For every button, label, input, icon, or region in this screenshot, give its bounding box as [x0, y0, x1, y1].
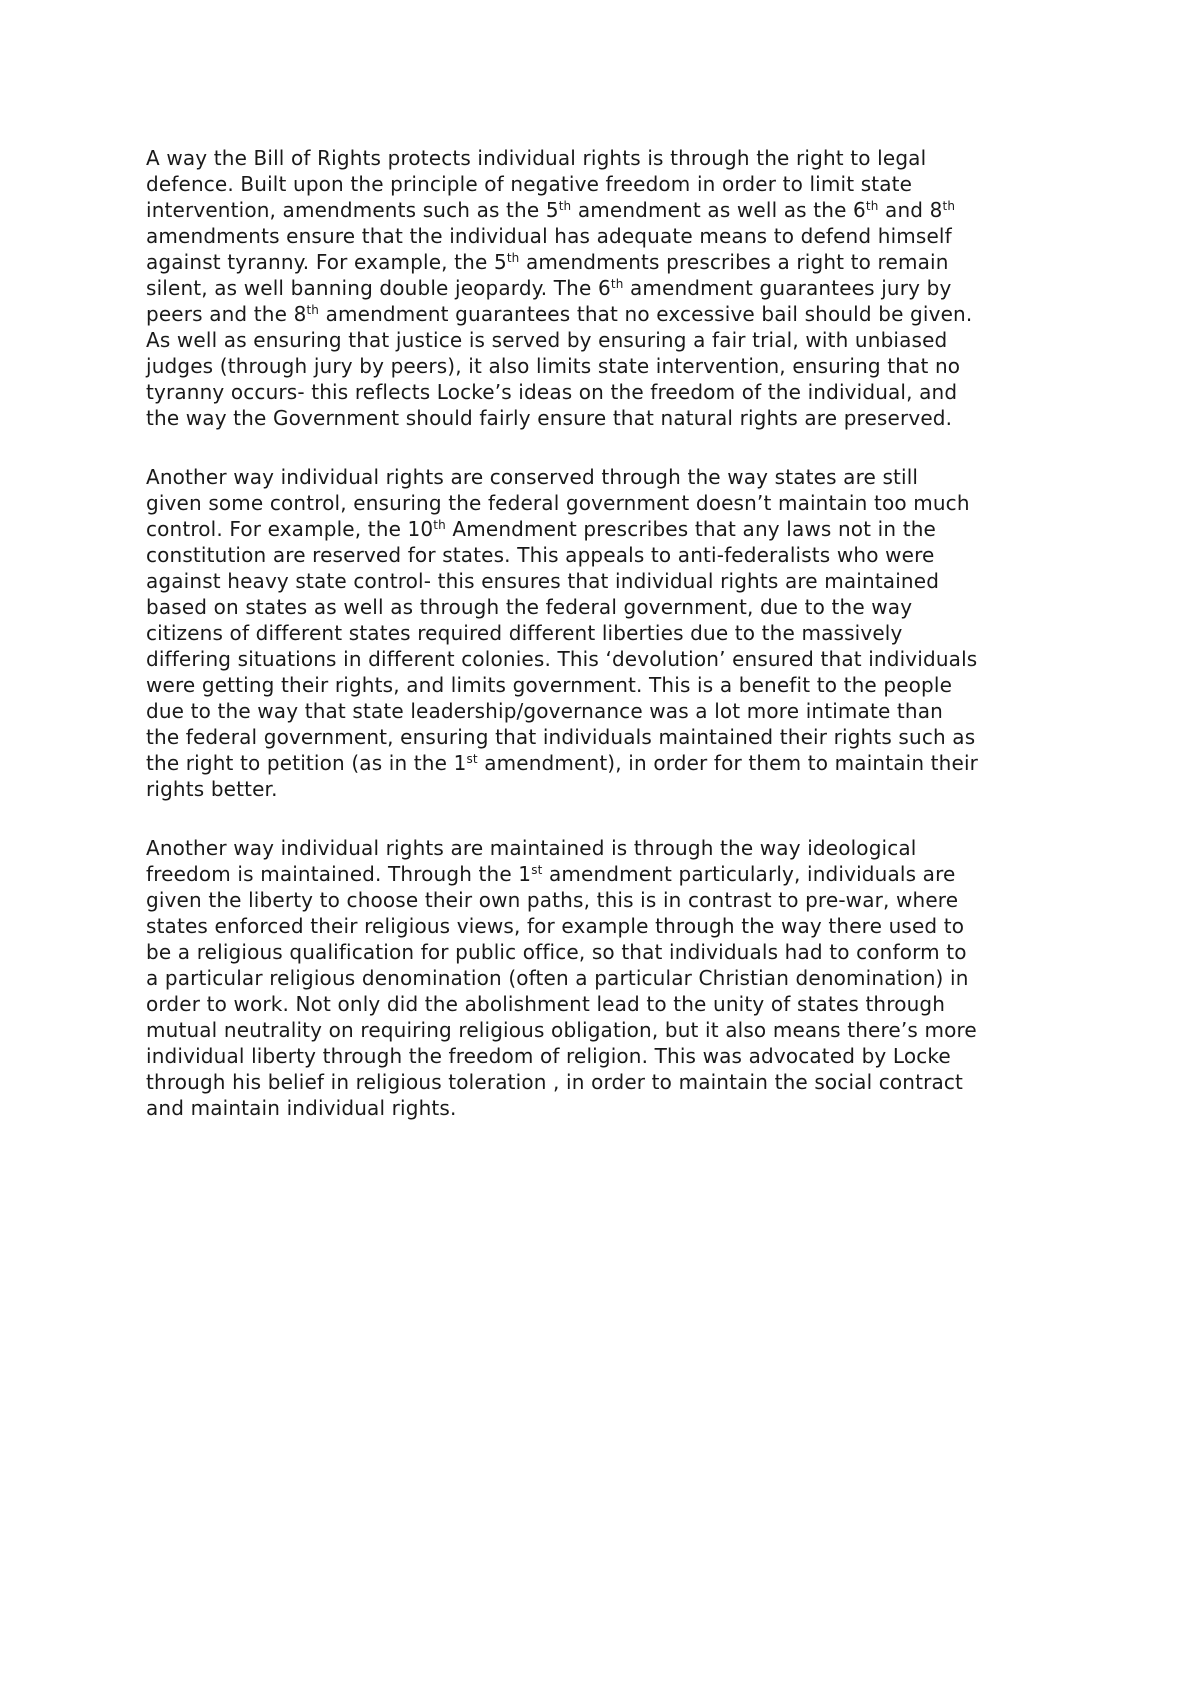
text-line: [146, 379, 1076, 405]
text-line: [146, 1095, 1076, 1121]
text-line: [146, 750, 1076, 776]
text-run: and maintain individual rights.: [146, 1096, 457, 1120]
text-line: [146, 353, 1076, 379]
text-line: [146, 698, 1076, 724]
text-line: [146, 1043, 1076, 1069]
text-run: A way the Bill of Rights protects individual rights is through the right to legal: [146, 146, 927, 170]
text-run: states enforced their religious views, for example through the way there used to: [146, 914, 965, 938]
text-line: [146, 197, 1076, 223]
text-run: freedom is maintained. Through the 1: [146, 862, 532, 886]
text-line: [146, 1017, 1076, 1043]
text-line: [146, 1069, 1076, 1095]
text-line: [146, 249, 1076, 275]
text-line: [146, 405, 1076, 431]
text-run: Another way individual rights are conserved through the way states are still: [146, 465, 919, 489]
text-run: control. For example, the 10: [146, 517, 434, 541]
text-line: [146, 464, 1076, 490]
text-run: amendment guarantees jury by: [623, 276, 952, 300]
text-run: amendment particularly, individuals are: [542, 862, 956, 886]
text-run: Amendment prescribes that any laws not in the: [445, 517, 936, 541]
text-run: against heavy state control- this ensures that individual rights are maintained: [146, 569, 940, 593]
ordinal-suffix: th: [610, 277, 624, 291]
text-line: [146, 835, 1076, 861]
ordinal-suffix: th: [506, 251, 520, 265]
text-run: tyranny occurs- this reflects Locke’s ideas on the freedom of the individual, and: [146, 380, 958, 404]
ordinal-suffix: th: [306, 303, 320, 317]
text-run: amendments ensure that the individual has adequate means to defend himself: [146, 224, 952, 248]
text-run: citizens of different states required different liberties due to the massively: [146, 621, 903, 645]
ordinal-suffix: th: [942, 199, 956, 213]
text-run: amendment guarantees that no excessive bail should be given.: [319, 302, 973, 326]
text-line: [146, 171, 1076, 197]
text-run: silent, as well banning double jeopardy. The 6: [146, 276, 611, 300]
ordinal-suffix: th: [865, 199, 879, 213]
text-line: [146, 223, 1076, 249]
ordinal-suffix: st: [466, 752, 478, 766]
text-run: a particular religious denomination (often a particular Christian denomination) in: [146, 966, 969, 990]
text-run: were getting their rights, and limits government. This is a benefit to the people: [146, 673, 953, 697]
text-line: [146, 568, 1076, 594]
text-line: [146, 724, 1076, 750]
text-run: amendment as well as the 6: [571, 198, 866, 222]
text-line: [146, 145, 1076, 171]
text-run: amendments prescribes a right to remain: [519, 250, 949, 274]
text-line: [146, 991, 1076, 1017]
text-line: [146, 939, 1076, 965]
text-run: and 8: [878, 198, 943, 222]
paragraph: [146, 835, 1076, 1121]
text-line: [146, 965, 1076, 991]
text-run: through his belief in religious toleration , in order to maintain the social contract: [146, 1070, 964, 1094]
text-line: [146, 327, 1076, 353]
text-run: peers and the 8: [146, 302, 307, 326]
text-run: against tyranny. For example, the 5: [146, 250, 507, 274]
ordinal-suffix: st: [531, 863, 543, 877]
text-run: given some control, ensuring the federal government doesn’t maintain too much: [146, 491, 970, 515]
text-run: intervention, amendments such as the 5: [146, 198, 559, 222]
text-run: based on states as well as through the federal government, due to the way: [146, 595, 913, 619]
text-run: amendment), in order for them to maintain their: [477, 751, 979, 775]
text-run: the way the Government should fairly ensure that natural rights are preserved.: [146, 406, 953, 430]
document-body: [146, 145, 1076, 1154]
text-run: the right to petition (as in the 1: [146, 751, 467, 775]
text-line: [146, 887, 1076, 913]
text-line: [146, 490, 1076, 516]
text-run: As well as ensuring that justice is served by ensuring a fair trial, with unbiased: [146, 328, 948, 352]
text-run: be a religious qualification for public office, so that individuals had to conform to: [146, 940, 967, 964]
text-line: [146, 594, 1076, 620]
text-run: differing situations in different colonies. This ‘devolution’ ensured that individuals: [146, 647, 978, 671]
text-line: [146, 542, 1076, 568]
paragraph: [146, 145, 1076, 431]
text-line: [146, 646, 1076, 672]
text-run: the federal government, ensuring that individuals maintained their rights such as: [146, 725, 976, 749]
text-run: defence. Built upon the principle of negative freedom in order to limit state: [146, 172, 913, 196]
text-line: [146, 620, 1076, 646]
text-line: [146, 301, 1076, 327]
text-line: [146, 516, 1076, 542]
text-run: given the liberty to choose their own paths, this is in contrast to pre-war, where: [146, 888, 959, 912]
text-run: judges (through jury by peers), it also limits state intervention, ensuring that no: [146, 354, 961, 378]
text-run: Another way individual rights are maintained is through the way ideological: [146, 836, 917, 860]
text-line: [146, 913, 1076, 939]
text-line: [146, 275, 1076, 301]
text-line: [146, 672, 1076, 698]
ordinal-suffix: th: [558, 199, 572, 213]
paragraph: [146, 464, 1076, 802]
text-run: rights better.: [146, 777, 278, 801]
text-run: mutual neutrality on requiring religious obligation, but it also means there’s more: [146, 1018, 977, 1042]
text-run: individual liberty through the freedom of religion. This was advocated by Locke: [146, 1044, 951, 1068]
text-line: [146, 861, 1076, 887]
text-run: due to the way that state leadership/governance was a lot more intimate than: [146, 699, 943, 723]
text-run: order to work. Not only did the abolishment lead to the unity of states through: [146, 992, 946, 1016]
text-run: constitution are reserved for states. This appeals to anti-federalists who were: [146, 543, 935, 567]
text-line: [146, 776, 1076, 802]
ordinal-suffix: th: [433, 518, 446, 532]
